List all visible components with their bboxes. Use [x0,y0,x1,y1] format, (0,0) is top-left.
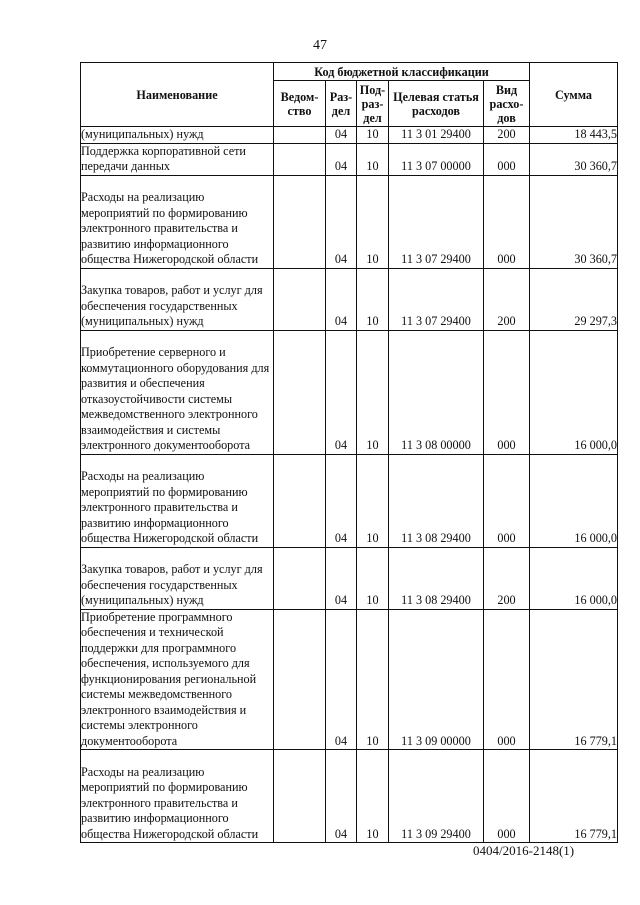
row-name: Закупка товаров, работ и услуг для обеспечения государственных (муниципальных) нужд [81,268,274,330]
table-row [81,454,618,547]
row-target-article: 11 3 09 00000 [389,609,484,750]
row-department [274,143,326,175]
header-target-article: Целевая статья расходов [389,81,484,127]
row-subsection: 10 [357,330,389,454]
row-target-article: 11 3 07 29400 [389,175,484,268]
row-expense-type: 000 [484,609,530,750]
row-name: Расходы на реализацию мероприятий по формированию электронного правительства и развитию информационного общества Нижегородской области [81,750,274,843]
header-expense-type: Вид расхо-дов [484,81,530,127]
row-amount: 30 360,7 [530,143,618,175]
row-subsection: 10 [357,175,389,268]
row-department [274,454,326,547]
row-subsection: 10 [357,750,389,843]
row-department [274,609,326,750]
row-subsection: 10 [357,268,389,330]
row-section: 04 [326,127,357,144]
row-section: 04 [326,454,357,547]
row-target-article: 11 3 07 00000 [389,143,484,175]
row-expense-type: 200 [484,127,530,144]
row-expense-type: 000 [484,330,530,454]
document-code: 0404/2016-2148(1) [473,843,575,858]
header-budget-code-group: Код бюджетной классификации [274,63,530,81]
row-target-article: 11 3 07 29400 [389,268,484,330]
header-amount: Сумма [530,63,618,127]
row-section: 04 [326,609,357,750]
row-name: (муниципальных) нужд [81,127,274,144]
row-section: 04 [326,268,357,330]
row-amount: 16 779,1 [530,609,618,750]
header-department: Ведом-ство [274,81,326,127]
row-department [274,330,326,454]
row-section: 04 [326,750,357,843]
row-department [274,750,326,843]
table-row [81,750,618,843]
row-target-article: 11 3 09 29400 [389,750,484,843]
row-section: 04 [326,547,357,609]
row-target-article: 11 3 08 29400 [389,547,484,609]
row-name: Поддержка корпоративной сети передачи данных [81,143,274,175]
row-name: Расходы на реализацию мероприятий по формированию электронного правительства и развитию информационного общества Нижегородской области [81,454,274,547]
row-name: Расходы на реализацию мероприятий по формированию электронного правительства и развитию информационного общества Нижегородской области [81,175,274,268]
row-amount: 16 000,0 [530,330,618,454]
row-target-article: 11 3 08 29400 [389,454,484,547]
row-department [274,547,326,609]
header-subsection: Под-раз-дел [357,81,389,127]
header-name: Наименование [81,63,274,127]
table-row [81,175,618,268]
table-row [81,330,618,454]
table-row [81,143,618,175]
row-subsection: 10 [357,547,389,609]
row-subsection: 10 [357,127,389,144]
row-expense-type: 000 [484,750,530,843]
budget-table [80,62,618,843]
table-row [81,268,618,330]
row-subsection: 10 [357,609,389,750]
row-amount: 30 360,7 [530,175,618,268]
row-department [274,268,326,330]
row-subsection: 10 [357,143,389,175]
table-row [81,127,618,144]
table-row [81,609,618,750]
row-amount: 18 443,5 [530,127,618,144]
row-amount: 29 297,3 [530,268,618,330]
header-section: Раз-дел [326,81,357,127]
row-amount: 16 000,0 [530,547,618,609]
row-amount: 16 779,1 [530,750,618,843]
row-department [274,175,326,268]
row-section: 04 [326,175,357,268]
row-name: Закупка товаров, работ и услуг для обеспечения государственных (муниципальных) нужд [81,547,274,609]
row-section: 04 [326,330,357,454]
row-department [274,127,326,144]
row-expense-type: 200 [484,268,530,330]
row-target-article: 11 3 08 00000 [389,330,484,454]
table-row [81,547,618,609]
row-expense-type: 000 [484,143,530,175]
row-expense-type: 000 [484,454,530,547]
row-name: Приобретение серверного и коммутационного оборудования для развития и обеспечения отказоустойчивости системы межведомственного электронного взаимодействия и системы электронного документооборота [81,330,274,454]
row-expense-type: 200 [484,547,530,609]
row-name: Приобретение программного обеспечения и технической поддержки для программного обеспечения, используемого для функционирования региональной системы межведомственного электронного взаимодействия и системы электронного документооборота [81,609,274,750]
row-section: 04 [326,143,357,175]
row-amount: 16 000,0 [530,454,618,547]
row-expense-type: 000 [484,175,530,268]
page-number: 47 [313,38,327,53]
row-subsection: 10 [357,454,389,547]
row-target-article: 11 3 01 29400 [389,127,484,144]
